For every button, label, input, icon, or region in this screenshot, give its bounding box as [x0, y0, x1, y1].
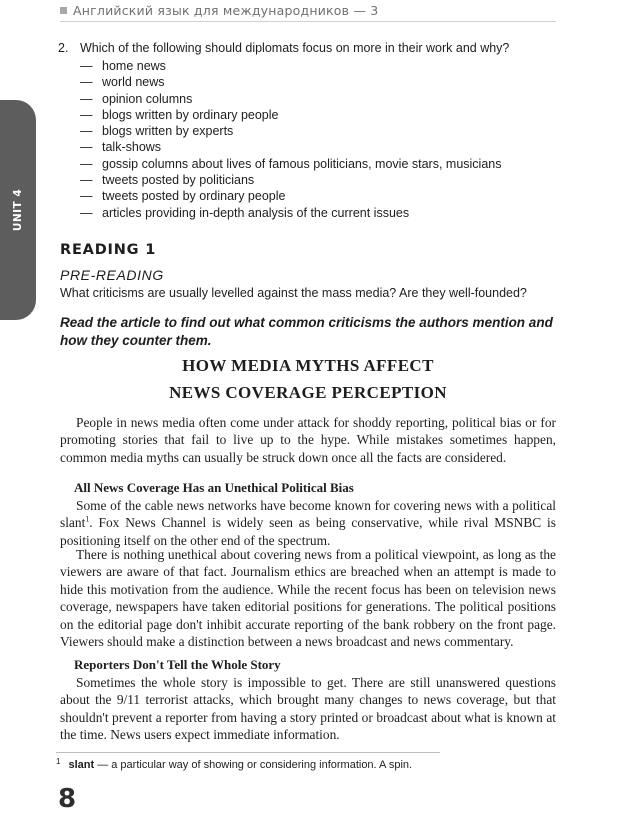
- list-item: — tweets posted by ordinary people: [80, 189, 286, 204]
- list-item: — articles providing in-depth analysis of the current issues: [80, 205, 410, 220]
- footnote-marker: 1: [56, 757, 61, 766]
- dash-icon: —: [80, 91, 93, 106]
- list-item: — blogs written by ordinary people: [80, 107, 279, 122]
- paragraph-political-slant: Some of the cable news networks have become known for covering news with a political slant$^1$. Fox News Channel is widely seen as being conservative, while rival MSNBC is positioning itself on the other end of the spectrum.: [60, 498, 556, 548]
- footnote-divider: [56, 752, 440, 753]
- footnote: [56, 757, 412, 771]
- subheading-whole-story: Reporters Don't Tell the Whole Story: [74, 657, 281, 672]
- page-number: 8: [58, 784, 77, 814]
- running-head: [60, 3, 378, 18]
- unit-tab-label: UNIT 4: [12, 188, 24, 232]
- dash-icon: —: [80, 75, 93, 90]
- list-item: — talk-shows: [80, 140, 162, 155]
- running-title: Английский язык для международников — 3: [73, 3, 379, 18]
- list-item: — gossip columns about lives of famous politicians, movie stars, musicians: [80, 156, 502, 171]
- footnote-definition: — a particular way of showing or considering information. A spin.: [94, 759, 413, 771]
- list-item: — opinion columns: [80, 91, 193, 106]
- dash-icon: —: [80, 107, 93, 122]
- footnote-ref: 1: [85, 514, 90, 524]
- dash-icon: —: [80, 205, 93, 220]
- question-2: [58, 41, 509, 55]
- article-title-line-1: HOW MEDIA MYTHS AFFECT: [182, 356, 434, 375]
- paragraph-whole-story: Sometimes the whole story is impossible to get. There are still unanswered questions about the 9/11 terrorist attacks, which brought many changes to news coverage, but that shouldn't prevent a reporter from having a story printed or broadcast about what is known at the time. News users expect immediate information.: [60, 675, 556, 743]
- question-text: Which of the following should diplomats focus on more in their work and why?: [80, 41, 510, 55]
- dash-icon: —: [80, 189, 93, 204]
- pre-reading-question: What criticisms are usually levelled against the mass media? Are they well-founded?: [60, 286, 527, 300]
- dash-icon: —: [80, 140, 93, 155]
- header-divider: [60, 21, 556, 22]
- reading-instruction: Read the article to find out what common criticisms the authors mention and how they counter them.: [60, 315, 553, 348]
- square-bullet-icon: [60, 7, 67, 14]
- list-item: — tweets posted by politicians: [80, 173, 255, 188]
- subheading-political-bias: All News Coverage Has an Unethical Political Bias: [74, 480, 354, 495]
- question-number: 2.: [58, 41, 69, 55]
- dash-icon: —: [80, 59, 93, 73]
- article-title-line-2: NEWS COVERAGE PERCEPTION: [169, 383, 447, 402]
- list-item: — world news: [80, 75, 165, 90]
- pre-reading-label: PRE-READING: [60, 267, 164, 283]
- article-intro: People in news media often come under attack for shoddy reporting, political bias or for promoting stories that fail to live up to the hype. While mistakes sometimes happen, common media myths can usually be struck down once all the facts are considered.: [60, 415, 556, 465]
- option-list: [80, 58, 501, 221]
- dash-icon: —: [80, 173, 93, 188]
- section-heading: READING 1: [60, 242, 157, 258]
- list-item: — blogs written by experts: [80, 124, 234, 139]
- paragraph-journalism-ethics: There is nothing unethical about covering news from a political viewpoint, as long as the viewers are aware of that fact. Journalism ethics are breached when an attempt is made to hide this motivation from the audience. While the recent focus has been on television news coverage, newspapers have taken editorial positions for generations. The political positions on the editorial page don't inhibit accurate reporting of the bank robbery on the front page. Viewers should make a distinction between a news broadcast and news commentary.: [60, 547, 556, 650]
- list-item: — home news: [80, 59, 166, 73]
- footnote-term: slant: [68, 759, 95, 771]
- dash-icon: —: [80, 124, 93, 139]
- dash-icon: —: [80, 156, 93, 171]
